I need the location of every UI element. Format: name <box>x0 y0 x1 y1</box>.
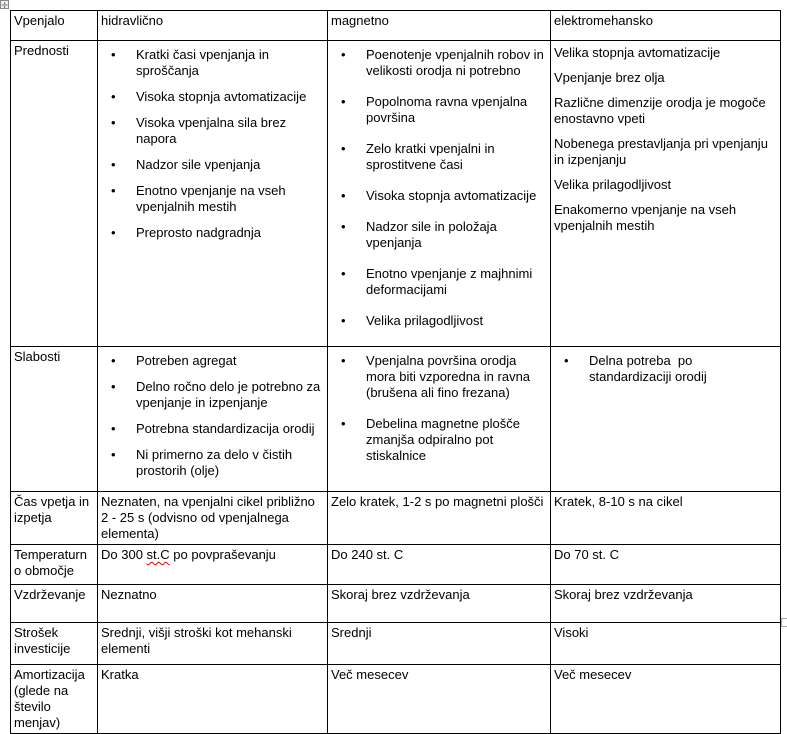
slabosti-elektromehansko-list <box>554 353 777 385</box>
row-label-cell[interactable] <box>11 41 98 347</box>
list-item: • Vpenjalna površina orodja mora biti vzporedna in ravna (brušena ali fino frezana) <box>331 353 547 401</box>
amortizacija-magnetno-cell[interactable]: Več mesecev <box>328 665 551 734</box>
row-label: Amortizacija (glede na število menjav) <box>14 667 89 730</box>
row-cas-vpetja <box>11 492 781 545</box>
paragraph: Enakomerno vpenjanje na vseh vpenjalnih mestih <box>554 202 740 233</box>
bullet-icon: • <box>341 219 346 234</box>
bullet-icon: • <box>341 416 346 431</box>
list-item: • Debelina magnetne plošče zmanjša odpiralno pot stiskalnice <box>331 416 547 464</box>
slabosti-magnetno-list <box>331 353 547 464</box>
spellcheck-underlined-text: st.C <box>146 547 170 562</box>
row-label-cell[interactable] <box>11 347 98 492</box>
list-item: • Kratki časi vpenjanja in sproščanja <box>101 47 324 79</box>
list-item: • Visoka vpenjalna sila brez napora <box>101 115 324 147</box>
row-temperaturno-obmocje <box>11 545 781 585</box>
row-amortizacija <box>11 665 781 734</box>
bullet-icon: • <box>564 353 569 368</box>
paragraph: Vpenjanje brez olja <box>554 70 665 85</box>
header-cell-vpenjalo[interactable] <box>11 11 98 41</box>
bullet-icon: • <box>111 89 116 104</box>
header-cell-magnetno[interactable] <box>328 11 551 41</box>
vzdrzevanje-hidravlicno-cell[interactable]: Neznatno <box>98 585 328 623</box>
paragraph: Različne dimenzije orodja je mogoče enostavno vpeti <box>554 95 770 126</box>
list-item: • Delno ročno delo je potrebno za vpenjanje in izpenjanje <box>101 379 324 411</box>
list-item: • Preprosto nadgradnja <box>101 225 324 241</box>
prednosti-hidravlicno-list <box>101 47 324 241</box>
bullet-icon: • <box>341 141 346 156</box>
prednosti-elektromehansko-paragraphs <box>554 45 777 234</box>
paragraph: Nobenega prestavljanja pri vpenjanju in izpenjanju <box>554 136 772 167</box>
slabosti-hidravlicno-cell[interactable] <box>98 347 328 492</box>
strosek-magnetno-cell[interactable]: Srednji <box>328 623 551 665</box>
list-item: • Velika prilagodljivost <box>331 313 547 329</box>
slabosti-elektromehansko-cell[interactable] <box>551 347 781 492</box>
bullet-icon: • <box>111 157 116 172</box>
row-label-cell[interactable] <box>11 545 98 585</box>
header-label: hidravlično <box>101 13 164 28</box>
paragraph: Velika stopnja avtomatizacije <box>554 45 721 60</box>
list-item: • Potrebna standardizacija orodij <box>101 421 324 437</box>
prednosti-magnetno-list <box>331 47 547 329</box>
row-label: Vzdrževanje <box>14 587 86 602</box>
list-item: • Enotno vpenjanje z majhnimi deformacijami <box>331 266 547 298</box>
bullet-icon: • <box>341 188 346 203</box>
row-label: Slabosti <box>14 349 61 364</box>
cas-elektromehansko-cell[interactable]: Kratek, 8-10 s na cikel <box>551 492 781 545</box>
bullet-icon: • <box>111 447 116 462</box>
clamping-comparison-table <box>10 10 781 734</box>
bullet-icon: • <box>341 266 346 281</box>
row-label-cell[interactable] <box>11 492 98 545</box>
bullet-icon: • <box>111 115 116 130</box>
table-move-handle-icon[interactable] <box>0 0 9 9</box>
amortizacija-hidravlicno-cell[interactable]: Kratka <box>98 665 328 734</box>
row-strosek-investicije <box>11 623 781 665</box>
row-label-cell[interactable] <box>11 585 98 623</box>
bullet-icon: • <box>111 47 116 62</box>
row-vzdrzevanje <box>11 585 781 623</box>
prednosti-magnetno-cell[interactable] <box>328 41 551 347</box>
bullet-icon: • <box>111 421 116 436</box>
vzdrzevanje-magnetno-cell[interactable]: Skoraj brez vzdrževanja <box>328 585 551 623</box>
temperatura-elektromehansko-cell[interactable]: Do 70 st. C <box>551 545 781 585</box>
header-cell-elektromehansko[interactable] <box>551 11 781 41</box>
header-label: Vpenjalo <box>14 13 65 28</box>
row-label: Prednosti <box>14 43 69 58</box>
list-item: • Popolnoma ravna vpenjalna površina <box>331 94 547 126</box>
bullet-icon: • <box>341 313 346 328</box>
row-label: Temperaturno območje <box>14 547 87 578</box>
header-cell-hidravlicno[interactable] <box>98 11 328 41</box>
bullet-icon: • <box>111 183 116 198</box>
paragraph: Velika prilagodljivost <box>554 177 672 192</box>
cas-magnetno-cell[interactable]: Zelo kratek, 1-2 s po magnetni plošči <box>328 492 551 545</box>
strosek-hidravlicno-cell[interactable]: Srednji, višji stroški kot mehanski elementi <box>98 623 328 665</box>
slabosti-hidravlicno-list <box>101 353 324 479</box>
list-item: • Visoka stopnja avtomatizacije <box>101 89 324 105</box>
bullet-icon: • <box>341 94 346 109</box>
bullet-icon: • <box>341 47 346 62</box>
row-prednosti <box>11 41 781 347</box>
row-slabosti <box>11 347 781 492</box>
bullet-icon: • <box>111 225 116 240</box>
prednosti-elektromehansko-cell[interactable] <box>551 41 781 347</box>
bullet-icon: • <box>111 379 116 394</box>
header-row <box>11 11 781 41</box>
row-label: Strošek investicije <box>14 625 71 656</box>
list-item: • Ni primerno za delo v čistih prostorih (olje) <box>101 447 324 479</box>
header-label: magnetno <box>331 13 389 28</box>
list-item: • Nadzor sile vpenjanja <box>101 157 324 173</box>
list-item: • Enotno vpenjanje na vseh vpenjalnih mestih <box>101 183 324 215</box>
list-item: • Visoka stopnja avtomatizacije <box>331 188 547 204</box>
row-label-cell[interactable] <box>11 665 98 734</box>
temperatura-hidravlicno-cell[interactable]: Do 300 st.C po povpraševanju <box>98 545 328 585</box>
move-cross-glyph: ✛ <box>1 1 8 9</box>
bullet-icon: • <box>111 353 116 368</box>
temperatura-magnetno-cell[interactable]: Do 240 st. C <box>328 545 551 585</box>
prednosti-hidravlicno-cell[interactable] <box>98 41 328 347</box>
slabosti-magnetno-cell[interactable] <box>328 347 551 492</box>
bullet-icon: • <box>341 353 346 368</box>
vzdrzevanje-elektromehansko-cell[interactable]: Skoraj brez vzdrževanja <box>551 585 781 623</box>
list-item: • Delna potreba po standardizaciji orodij <box>554 353 777 385</box>
header-label: elektromehansko <box>554 13 653 28</box>
list-item: • Potreben agregat <box>101 353 324 369</box>
row-label: Čas vpetja in izpetja <box>14 494 93 525</box>
table-resize-handle[interactable] <box>781 618 787 627</box>
cas-hidravlicno-cell[interactable]: Neznaten, na vpenjalni cikel približno 2 - 25 s (odvisno od vpenjalnega elementa) <box>98 492 328 545</box>
list-item: • Zelo kratki vpenjalni in sprostitvene časi <box>331 141 547 173</box>
strosek-elektromehansko-cell[interactable]: Visoki <box>551 623 781 665</box>
row-label-cell[interactable] <box>11 623 98 665</box>
list-item: • Nadzor sile in položaja vpenjanja <box>331 219 547 251</box>
list-item: • Poenotenje vpenjalnih robov in velikosti orodja ni potrebno <box>331 47 547 79</box>
amortizacija-elektromehansko-cell[interactable]: Več mesecev <box>551 665 781 734</box>
